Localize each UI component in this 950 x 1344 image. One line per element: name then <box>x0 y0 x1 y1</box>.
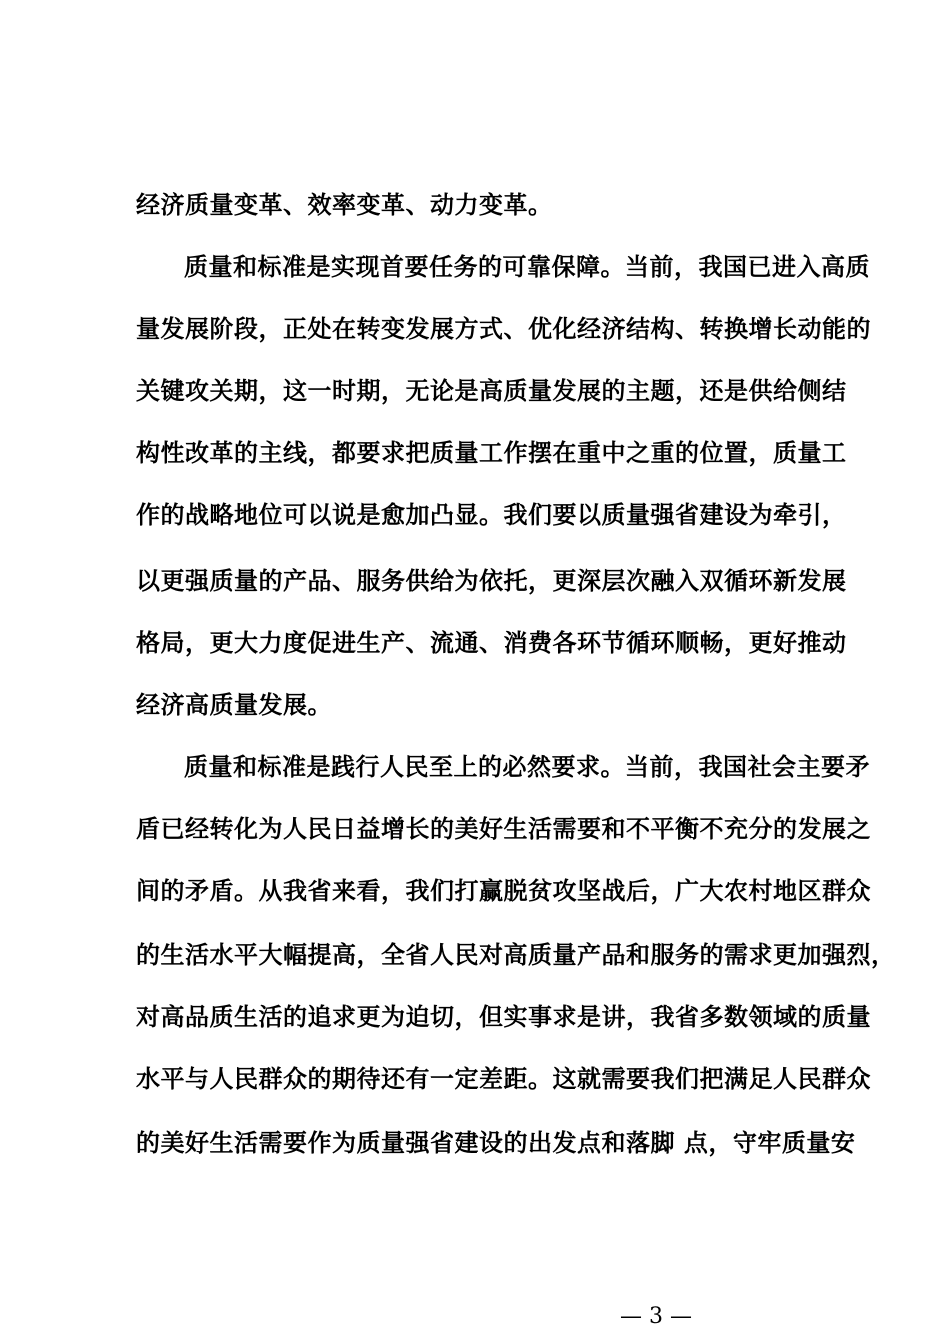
paragraph-1-line-8: 经济高质量发展。 <box>136 690 332 719</box>
paragraph-2-line-3: 间的矛盾。从我省来看，我们打赢脱贫攻坚战后，广大农村地区群众 <box>136 876 871 905</box>
paragraph-1-line-4: 构性改革的主线，都要求把质量工作摆在重中之重的位置，质量工 <box>136 438 847 467</box>
text-line-1: 经济质量变革、效率变革、动力变革。 <box>136 190 553 219</box>
paragraph-1-line-1: 质量和标准是实现首要任务的可靠保障。当前，我国已进入高质 <box>184 252 870 281</box>
paragraph-1-line-6: 以更强质量的产品、服务供给为依托，更深层次融入双循环新发展 <box>136 566 847 595</box>
paragraph-1-line-3: 关键攻关期，这一时期，无论是高质量发展的主题，还是供给侧结 <box>136 376 847 405</box>
paragraph-2-line-5: 对高品质生活的追求更为迫切，但实事求是讲，我省多数领域的质量 <box>136 1002 871 1031</box>
paragraph-2-line-6: 水平与人民群众的期待还有一定差距。这就需要我们把满足人民群众 <box>136 1064 871 1093</box>
paragraph-2-line-2: 盾已经转化为人民日益增长的美好生活需要和不平衡不充分的发展之 <box>136 814 871 843</box>
paragraph-2-line-4: 的生活水平大幅提高，全省人民对高质量产品和服务的需求更加强烈， <box>136 940 896 969</box>
paragraph-1-line-5: 作的战略地位可以说是愈加凸显。我们要以质量强省建设为牵引， <box>136 500 847 529</box>
paragraph-1-line-2: 量发展阶段，正处在转变发展方式、优化经济结构、转换增长动能的 <box>136 314 871 343</box>
page-number: — 3 — <box>620 1304 692 1329</box>
paragraph-1-line-7: 格局，更大力度促进生产、流通、消费各环节循环顺畅，更好推动 <box>136 628 847 657</box>
paragraph-2-line-1: 质量和标准是践行人民至上的必然要求。当前，我国社会主要矛 <box>184 752 870 781</box>
paragraph-2-line-7: 的美好生活需要作为质量强省建设的出发点和落脚 点，守牢质量安 <box>136 1128 856 1157</box>
